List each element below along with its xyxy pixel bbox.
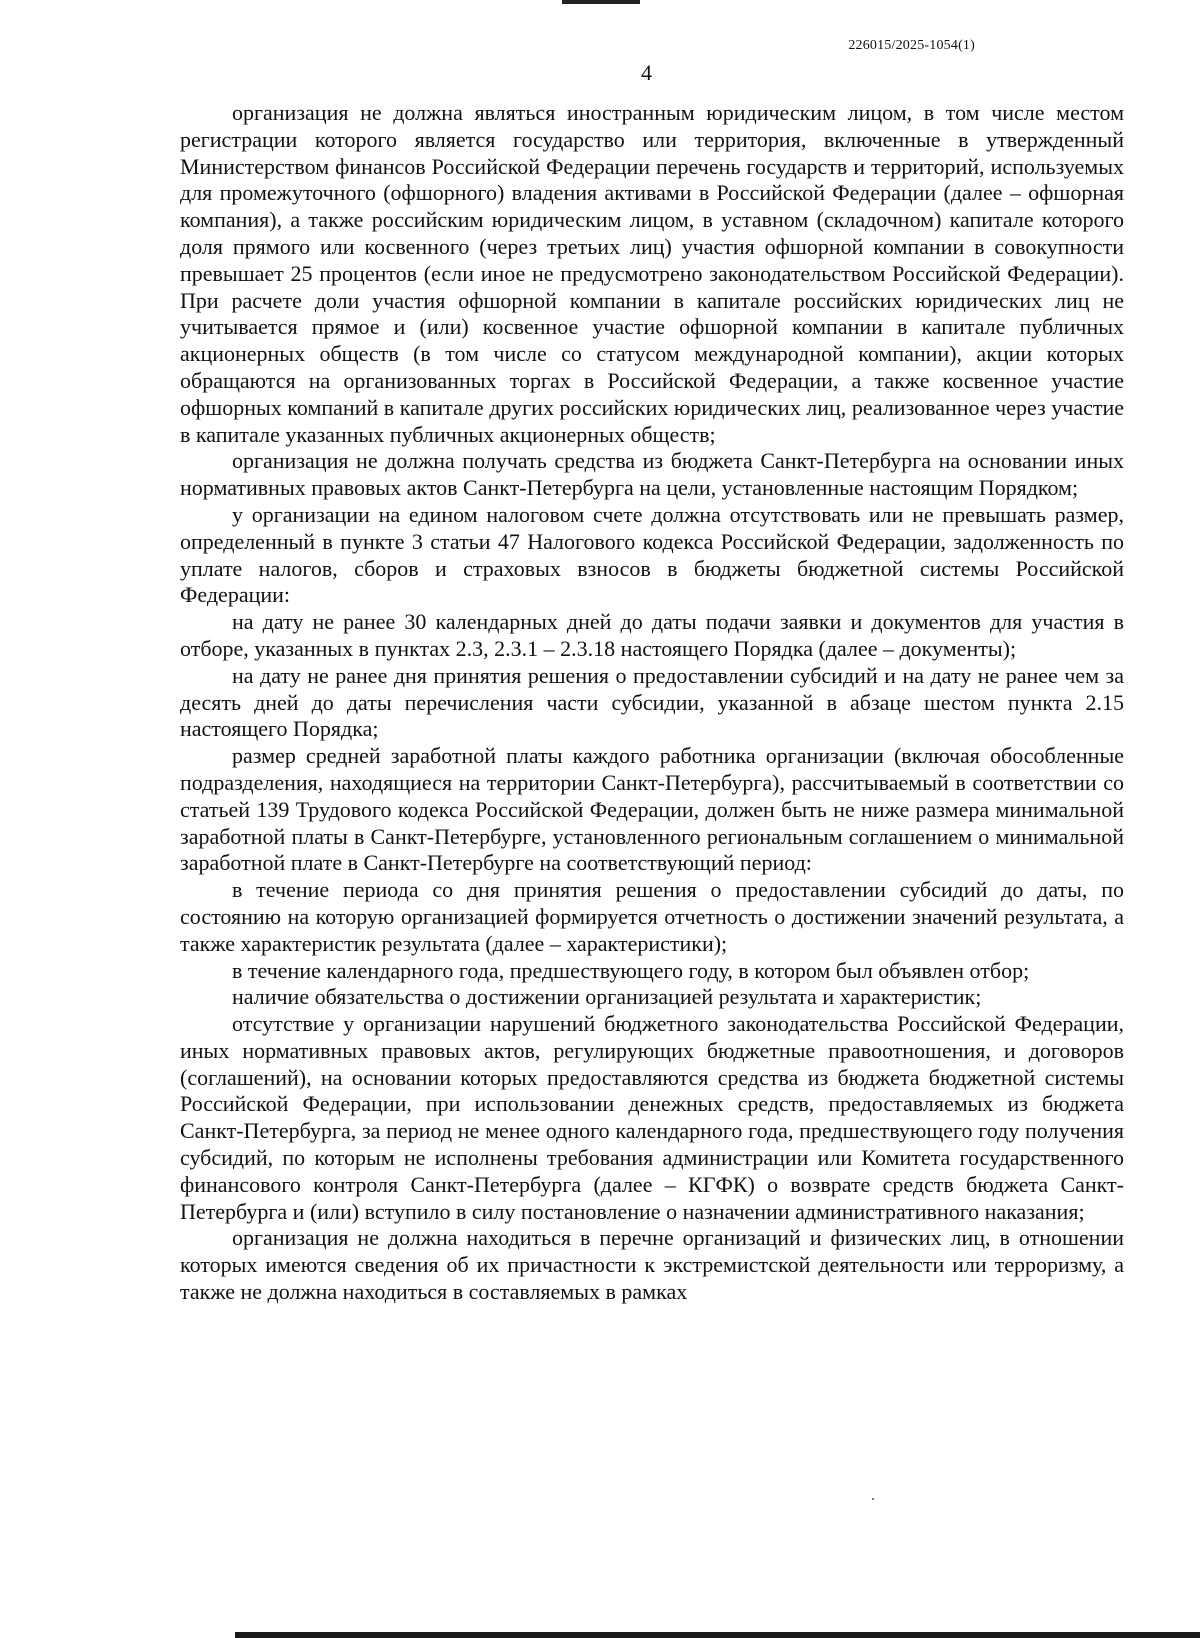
paragraph-no-other-funding: организация не должна получать средства из бюджета Санкт-Петербурга на основании иных нормативных правовых актов Санкт-Петербурга на цели, установленные настоящим Порядком; <box>180 448 1124 501</box>
paragraph-result-obligation: наличие обязательства о достижении организацией результата и характеристик; <box>232 984 982 1010</box>
paragraph-offshore: организация не должна являться иностранным юридическим лицом, в том числе местом регистрации которого является государство или территория, включенные в утвержденный Министерством финансов Российской Федерации перечень государств и территорий, используемых для промежуточного (офшорного) владения активами в Российской Федерации (далее – офшорная компания), а также российским юридическим лицом, в уставном (складочном) капитале которого доля прямого или косвенного (через третьих лиц) участия офшорной компании в совокупности превышает 25 процентов (если иное не предусмотрено законодательством Российской Федерации). При расчете доли участия офшорной компании в капитале российских юридических лиц не учитывается прямое и (или) косвенное участие офшорной компании в капитале публичных акционерных обществ (в том числе со статусом международной компании), акции которых обращаются на организованных торгах в Российской Федерации, а также косвенное участие офшорных компаний в капитале других российских юридических лиц, реализованное через участие в капитале указанных публичных акционерных обществ; <box>180 100 1124 447</box>
paragraph-tax-debt: у организации на едином налоговом счете должна отсутствовать или не превышать размер, определенный в пункте 3 статьи 47 Налогового кодекса Российской Федерации, задолженность по уплате налогов, сборов и страховых взносов в бюджеты бюджетной системы Российской Федерации: <box>180 501 1124 608</box>
scan-artifact-top <box>562 0 640 4</box>
paragraph-salary-period-1: в течение периода со дня принятия решения о предоставлении субсидий до даты, по состоянию на которую организацией формируется отчетность о достижении значений результата, а также характеристик результата (далее – характеристики); <box>180 877 1124 956</box>
paragraph-no-budget-violations: отсутствие у организации нарушений бюджетного законодательства Российской Федерации, иных нормативных правовых актов, регулирующих бюджетные правоотношения, и договоров (соглашений), на основании которых предоставляются средства из бюджета бюджетной системы Российской Федерации, при использовании денежных средств, предоставляемых из бюджета Санкт-Петербурга, за период не менее одного календарного года, предшествующего году получения субсидий, по которым не исполнены требования администрации или Комитета государственного финансового контроля Санкт-Петербурга (далее – КГФК) о возврате средств бюджета Санкт-Петербурга и (или) вступило в силу постановление о назначении административного наказания; <box>180 1011 1124 1224</box>
scan-speck <box>872 1498 874 1500</box>
paragraph-tax-debt-date-1: на дату не ранее 30 календарных дней до даты подачи заявки и документов для участия в отборе, указанных в пунктах 2.3, 2.3.1 – 2.3.18 настоящего Порядка (далее – документы); <box>180 609 1124 661</box>
paragraph-average-salary: размер средней заработной платы каждого работника организации (включая обособленные подразделения, находящиеся на территории Санкт-Петербурга), рассчитываемый в соответствии со статьей 139 Трудового кодекса Российской Федерации, должен быть не ниже размера минимальной заработной платы в Санкт-Петербурге, установленного региональным соглашением о минимальной заработной плате в Санкт-Петербурге на соответствующий период: <box>180 743 1124 876</box>
scan-artifact-bottom <box>235 1632 1200 1638</box>
paragraph-tax-debt-date-2: на дату не ранее дня принятия решения о предоставлении субсидий и на дату не ранее чем за десять дней до даты перечисления части субсидии, указанной в абзаце шестом пункта 2.15 настоящего Порядка; <box>180 662 1124 742</box>
page-number: 4 <box>641 60 652 85</box>
paragraph-salary-period-2: в течение календарного года, предшествующего году, в котором был объявлен отбор; <box>232 957 1030 983</box>
document-body <box>180 100 1124 1306</box>
paragraph-extremism-list: организация не должна находиться в перечне организаций и физических лиц, в отношении которых имеются сведения об их причастности к экстремистской деятельности или терроризму, а также не должна находиться в составляемых в рамках <box>180 1225 1124 1305</box>
document-number: 226015/2025-1054(1) <box>848 38 975 53</box>
